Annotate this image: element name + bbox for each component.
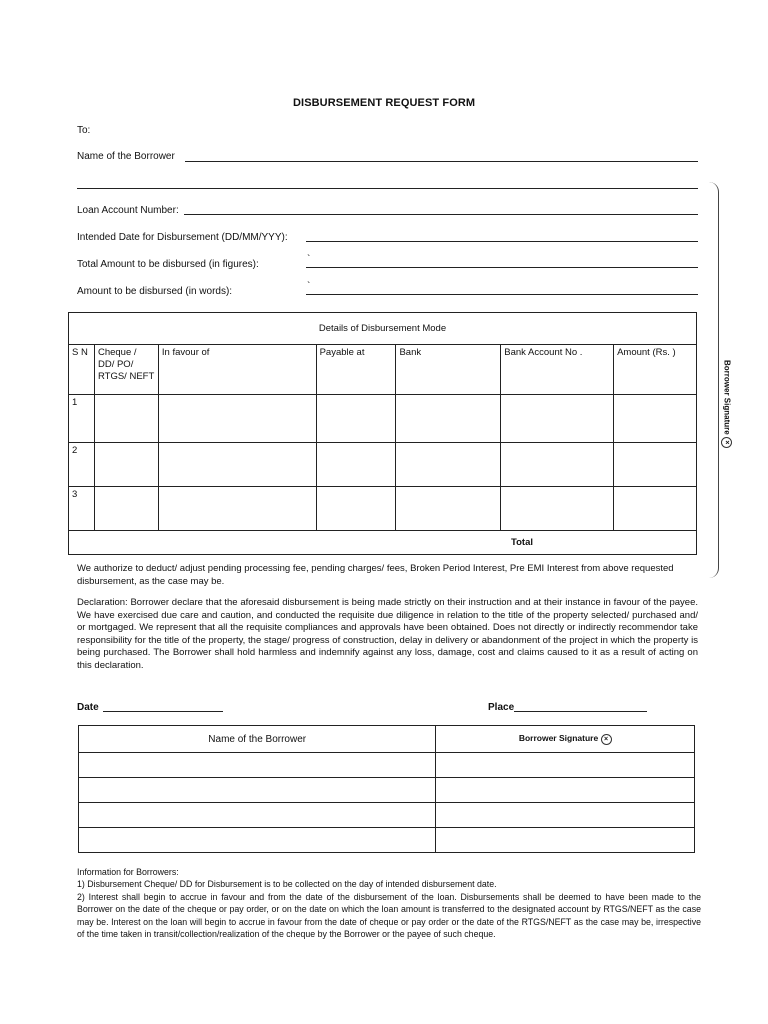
cell-bank[interactable] xyxy=(396,395,501,443)
intended-date-label: Intended Date for Disbursement (DD/MM/YYY): xyxy=(77,232,288,243)
table-row xyxy=(79,803,695,828)
borrower-signature-cell[interactable] xyxy=(436,778,695,803)
borrower-signature-table xyxy=(78,725,695,853)
table-heading: Details of Disbursement Mode xyxy=(69,313,697,345)
borrower-signature-cell[interactable] xyxy=(436,753,695,778)
authorization-text: We authorize to deduct/ adjust pending processing fee, pending charges/ fees, Broken Period Interest, Pre EMI Interest from above requested disbursement, as the case may be. xyxy=(77,563,674,587)
x-circle-icon: × xyxy=(601,734,612,745)
column-header-sn: S N xyxy=(69,345,95,395)
cell-payable-at[interactable] xyxy=(316,487,396,531)
amount-words-field[interactable] xyxy=(306,294,698,295)
column-header-mode: Cheque / DD/ PO/ RTGS/ NEFT xyxy=(94,345,158,395)
intended-date-field[interactable] xyxy=(306,241,698,242)
table-row xyxy=(79,753,695,778)
borrower-name-field-line2[interactable] xyxy=(77,188,698,189)
amount-figures-label: Total Amount to be disbursed (in figures): xyxy=(77,259,259,270)
table-row xyxy=(69,443,697,487)
date-field[interactable] xyxy=(103,711,223,712)
borrower-signature-cell[interactable] xyxy=(436,828,695,853)
information-item-1: 1) Disbursement Cheque/ DD for Disbursement is to be collected on the day of intended disbursement date. xyxy=(77,879,497,890)
borrower-name-cell[interactable] xyxy=(79,828,436,853)
loan-account-field[interactable] xyxy=(184,214,698,215)
place-field[interactable] xyxy=(514,711,647,712)
column-header-payable-at: Payable at xyxy=(316,345,396,395)
x-circle-icon: × xyxy=(721,437,732,448)
amount-figures-field[interactable] xyxy=(306,267,698,268)
total-row xyxy=(69,531,697,555)
to-label: To: xyxy=(77,125,91,136)
borrower-name-field[interactable] xyxy=(185,161,698,162)
side-brace xyxy=(706,182,719,578)
cell-in-favour-of[interactable] xyxy=(158,395,316,443)
cell-amount[interactable] xyxy=(614,487,697,531)
information-item-2: 2) Interest shall begin to accrue in favour and from the date of the disbursement of the loan. Disbursements shall be deemed to have been made to the Borrower on the date of the cheque or pay order, or on the date on which the loan amount is transferred to the designated account by RTGS/NEFT as the case may be. Interest on the loan will begin to accrue in favour from the date of cheque or pay order or the date of the RTGS/NEFT as the case may be, irrespective of the time taken in transit/collection/realization of the cheque by the Borrower or the payee of such cheque. xyxy=(77,891,701,940)
table-row xyxy=(69,487,697,531)
cell-mode[interactable] xyxy=(94,443,158,487)
tick-mark: ` xyxy=(307,281,311,292)
borrower-name-cell[interactable] xyxy=(79,753,436,778)
cell-in-favour-of[interactable] xyxy=(158,487,316,531)
row-number: 1 xyxy=(69,395,95,443)
borrower-name-label: Name of the Borrower xyxy=(77,151,175,162)
side-borrower-signature[interactable]: Borrower Signature × xyxy=(721,360,732,448)
name-of-borrower-header: Name of the Borrower xyxy=(79,726,436,753)
cell-in-favour-of[interactable] xyxy=(158,443,316,487)
form-title: DISBURSEMENT REQUEST FORM xyxy=(293,97,476,109)
borrower-signature-header: Borrower Signature × xyxy=(436,726,695,753)
row-number: 3 xyxy=(69,487,95,531)
cell-account-no[interactable] xyxy=(501,395,614,443)
cell-bank[interactable] xyxy=(396,487,501,531)
cell-payable-at[interactable] xyxy=(316,395,396,443)
row-number: 2 xyxy=(69,443,95,487)
disbursement-mode-table xyxy=(68,312,697,555)
information-heading: Information for Borrowers: xyxy=(77,867,179,877)
place-label: Place xyxy=(488,702,515,713)
cell-amount[interactable] xyxy=(614,395,697,443)
tick-mark: ` xyxy=(307,254,311,265)
cell-mode[interactable] xyxy=(94,487,158,531)
column-header-in-favour-of: In favour of xyxy=(158,345,316,395)
information-section xyxy=(77,866,701,940)
cell-payable-at[interactable] xyxy=(316,443,396,487)
cell-mode[interactable] xyxy=(94,395,158,443)
borrower-name-cell[interactable] xyxy=(79,778,436,803)
column-header-amount: Amount (Rs. ) xyxy=(614,345,697,395)
table-row xyxy=(79,778,695,803)
table-row xyxy=(79,828,695,853)
amount-words-label: Amount to be disbursed (in words): xyxy=(77,286,233,297)
total-label: Total xyxy=(69,531,697,555)
column-header-bank: Bank xyxy=(396,345,501,395)
borrower-signature-cell[interactable] xyxy=(436,803,695,828)
cell-account-no[interactable] xyxy=(501,443,614,487)
date-label: Date xyxy=(77,702,99,713)
loan-account-label: Loan Account Number: xyxy=(77,205,179,216)
cell-amount[interactable] xyxy=(614,443,697,487)
borrower-name-cell[interactable] xyxy=(79,803,436,828)
declaration-text: Declaration: Borrower declare that the aforesaid disbursement is being made strictly on their instruction and at their instance in favour of the payee. We have exercised due care and caution, and conducted the requisite due diligence in relation to the title of the property selected/ purchased and/ or mortgaged. We represent that all the requisite compliances and approvals have been obtained. Does not directly or indirectly recommendor take responsibility for the title of the property, the stage/ progress of construction, delay in delivery or abandonment of the project in which the property is being purchased. The Borrower shall hold harmless and indemnify against any loss, damage, cost and claims caused to it as a result of acting on this declaration. xyxy=(77,597,698,671)
cell-bank[interactable] xyxy=(396,443,501,487)
column-header-account-no: Bank Account No . xyxy=(501,345,614,395)
table-row xyxy=(69,395,697,443)
cell-account-no[interactable] xyxy=(501,487,614,531)
